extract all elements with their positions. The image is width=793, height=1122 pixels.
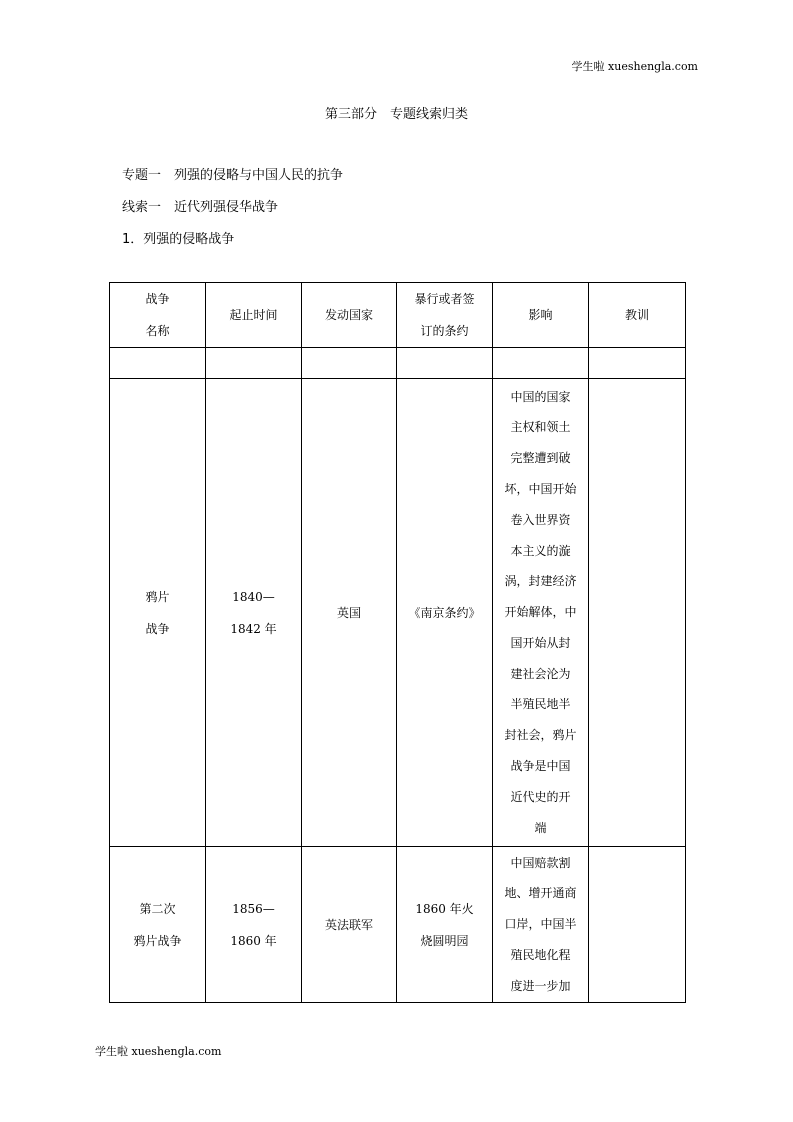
period-cell <box>206 379 302 847</box>
header-site-label: 学生啦 xueshengla.com <box>571 60 698 73</box>
cell-text-line: 殖民地化程 <box>510 947 571 962</box>
cell-text-line: 名称 <box>145 324 170 338</box>
cell-text-line: 影响 <box>528 308 553 322</box>
cell-text-line: 战争 <box>145 621 170 636</box>
clue-heading: 线索一 近代列强侵华战争 <box>122 200 279 215</box>
table-cell <box>589 348 686 379</box>
cell-text-line: 地、增开通商 <box>504 886 577 901</box>
cell-text-line: 口岸，中国半 <box>504 917 577 932</box>
cell-text-line: 鸦片战争 <box>133 933 182 948</box>
cell-text-line: 战争是中国 <box>510 759 571 774</box>
cell-text-line: 战争 <box>145 292 170 306</box>
cell-text-line: 英国 <box>336 605 361 620</box>
table-row <box>110 348 686 379</box>
cell-text-line: 卷入世界资 <box>510 512 571 527</box>
header-cell <box>493 283 589 348</box>
table-cell <box>110 348 206 379</box>
page-title: 第三部分 专题线索归类 <box>324 107 468 122</box>
treaty-cell <box>397 379 493 847</box>
cell-text-line: 本主义的漩 <box>510 543 571 558</box>
cell-text-line: 1860 年 <box>230 933 277 948</box>
section-heading: 1．列强的侵略战争 <box>122 232 235 247</box>
cell-text-line: 完整遭到破 <box>510 451 571 466</box>
cell-text-line: 暴行或者签 <box>414 292 475 306</box>
topic-heading: 专题一 列强的侵略与中国人民的抗争 <box>122 168 344 183</box>
header-cell <box>206 283 302 348</box>
period-cell <box>206 847 302 1003</box>
cell-text-line: 开始解体，中 <box>504 605 577 620</box>
cell-text-line: 教训 <box>624 308 649 322</box>
cell-text-line: 坏，中国开始 <box>504 481 577 496</box>
cell-text-line: 主权和领土 <box>510 420 571 435</box>
cell-text-line: 涡，封建经济 <box>504 574 577 589</box>
header-cell <box>302 283 397 348</box>
cell-text-line: 《南京条约》 <box>408 605 481 620</box>
lesson-cell <box>589 847 686 1003</box>
cell-text-line: 中国的国家 <box>510 389 571 404</box>
war-name-cell <box>110 847 206 1003</box>
table-cell <box>206 348 302 379</box>
country-cell <box>302 379 397 847</box>
cell-text-line: 起止时间 <box>229 308 278 322</box>
cell-text-line: 国开始从封 <box>510 635 571 650</box>
table-row <box>110 379 686 847</box>
cell-text-line: 第二次 <box>139 901 176 916</box>
cell-text-line: 端 <box>534 820 547 835</box>
cell-text-line: 鸦片 <box>145 589 170 604</box>
cell-text-line: 英法联军 <box>324 917 373 932</box>
lesson-cell <box>589 379 686 847</box>
treaty-cell <box>397 847 493 1003</box>
war-name-cell <box>110 379 206 847</box>
table-cell <box>397 348 493 379</box>
cell-text-line: 半殖民地半 <box>510 697 571 712</box>
cell-text-line: 度进一步加 <box>510 978 571 993</box>
cell-text-line: 1840— <box>232 589 275 604</box>
table-row <box>110 847 686 1003</box>
cell-text-line: 中国赔款割 <box>510 855 571 870</box>
cell-text-line: 建社会沦为 <box>510 666 571 681</box>
table-cell <box>493 348 589 379</box>
aggression-wars-table <box>109 282 686 1003</box>
country-cell <box>302 847 397 1003</box>
header-cell <box>110 283 206 348</box>
influence-cell <box>493 379 589 847</box>
cell-text-line: 1842 年 <box>230 621 277 636</box>
cell-text-line: 近代史的开 <box>510 789 571 804</box>
influence-cell <box>493 847 589 1003</box>
cell-text-line: 订的条约 <box>420 324 469 338</box>
cell-text-line: 1856— <box>232 901 275 916</box>
cell-text-line: 封社会，鸦片 <box>504 728 577 743</box>
cell-text-line: 1860 年火 <box>415 901 474 916</box>
header-cell <box>397 283 493 348</box>
table-cell <box>302 348 397 379</box>
footer-site-label: 学生啦 xueshengla.com <box>95 1045 222 1058</box>
table-header-row <box>110 283 686 348</box>
cell-text-line: 发动国家 <box>324 308 373 322</box>
header-cell <box>589 283 686 348</box>
cell-text-line: 烧圆明园 <box>420 933 469 948</box>
